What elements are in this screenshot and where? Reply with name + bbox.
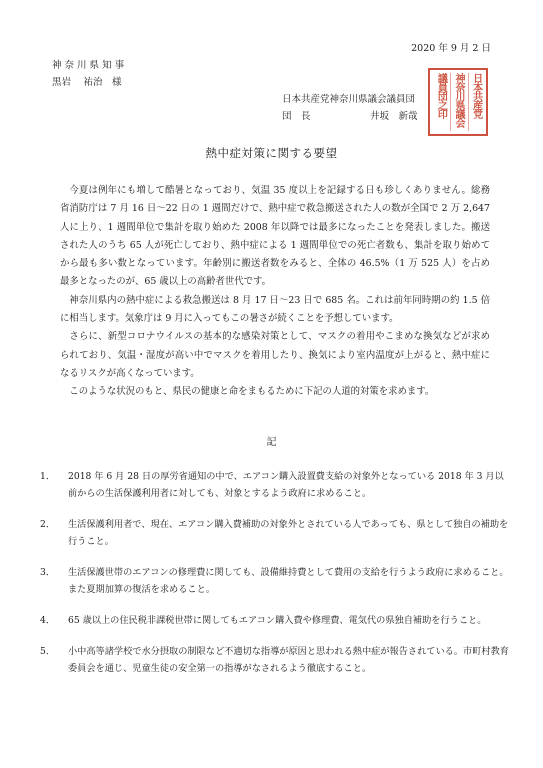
body-paragraph: 神奈川県内の熱中症による救急搬送は 8 月 17 日〜23 日で 685 名。これは前年同時期の約 1.5 倍に相当します。気象庁は 9 月に入ってもこの暑さが続くことを予想しています。 xyxy=(60,294,490,325)
recipient-block xyxy=(52,57,124,91)
request-number: 3． xyxy=(40,567,56,578)
document-body xyxy=(60,182,490,402)
seal-column: 議員団之印 xyxy=(435,73,447,118)
document-date: 2020 年 9 月 2 日 xyxy=(411,43,491,54)
sender-organization: 日本共産党神奈川県議会議員団 xyxy=(282,94,416,105)
body-paragraph: このような状況のもと、県民の健康と命をまもるために下記の人道的対策を求めます。 xyxy=(69,386,435,398)
recipient-title: 神 奈 川 県 知 事 xyxy=(52,60,125,71)
body-paragraph: さらに、新型コロナウイルスの基本的な感染対策として、マスクの着用やこまめな換気などが求められており、気温・湿度が高い中でマスクを着用したり、換気により室内温度が上がると、熱中症になるリスクが高くなっています。 xyxy=(60,331,490,379)
document-title: 熱中症対策に関する要望 xyxy=(205,146,338,160)
request-text: 2018 年 6 月 28 日の厚労省通知の中で、エアコン購入設置費支給の対象外となっている 2018 年 3 月以前からの生活保護利用者に対しても、対象とするよう政府に求めること。 xyxy=(68,471,504,499)
request-text: 生活保護世帯のエアコンの修理費に関しても、設備維持費として費用の支給を行うよう政府に求めること。また夏期加算の復活を求めること。 xyxy=(68,567,509,595)
seal-column: 神奈川県議会 xyxy=(450,73,465,131)
sender-name-row xyxy=(282,108,418,125)
recipient-name: 黒岩 祐治 様 xyxy=(52,77,122,88)
request-item xyxy=(40,468,510,502)
request-item xyxy=(40,516,510,550)
request-number: 2． xyxy=(40,519,56,530)
sender-name: 井坂 新哉 xyxy=(370,111,418,122)
seal-column: 日本共産党 xyxy=(468,73,483,131)
request-number: 5． xyxy=(40,646,56,657)
request-text: 生活保護利用者で、現在、エアコン購入費補助の対象外とされている人であっても、県として独自の補助を行うこと。 xyxy=(68,519,509,547)
request-number: 1． xyxy=(40,471,56,482)
official-seal-stamp xyxy=(428,68,488,136)
body-paragraph: 今夏は例年にも増して酷暑となっており、気温 35 度以上を記録する日も珍しくありません。総務省消防庁は 7 月 16 日〜22 日の 1 週間だけで、熱中症で救急搬送された人の数が全国で 2 万 2,647 人に上り、1 週間単位で集計を取り始めた 2008 年以降では最多になったことを発表しました。搬送された人のうち 65 人が死亡しており、熱中症による 1 週間単位での死亡者数も、集計を取り始めてから最も多い数となっています。年齢別に搬送者数をみると、全体の 46.5%（1 万 525 人）を占め最多となったのが、65 歳以上の高齢者世代です。 xyxy=(60,185,490,288)
section-marker-ki: 記 xyxy=(266,437,277,448)
sender-block xyxy=(282,91,418,125)
request-number: 4． xyxy=(40,615,56,626)
request-text: 65 歳以上の住民税非課税世帯に関してもエアコン購入費や修理費、電気代の県独自補助を行うこと。 xyxy=(68,615,487,626)
sender-role: 団 長 xyxy=(282,111,311,122)
request-text: 小中高等諸学校で水分摂取の制限など不適切な指導が原因と思われる熱中症が報告されている。市町村教育委員会を通じ、児童生徒の安全第一の指導がなされるよう徹底すること。 xyxy=(68,646,509,674)
request-item xyxy=(40,564,510,598)
request-list xyxy=(40,468,510,691)
request-item xyxy=(40,643,510,677)
request-item xyxy=(40,612,510,629)
